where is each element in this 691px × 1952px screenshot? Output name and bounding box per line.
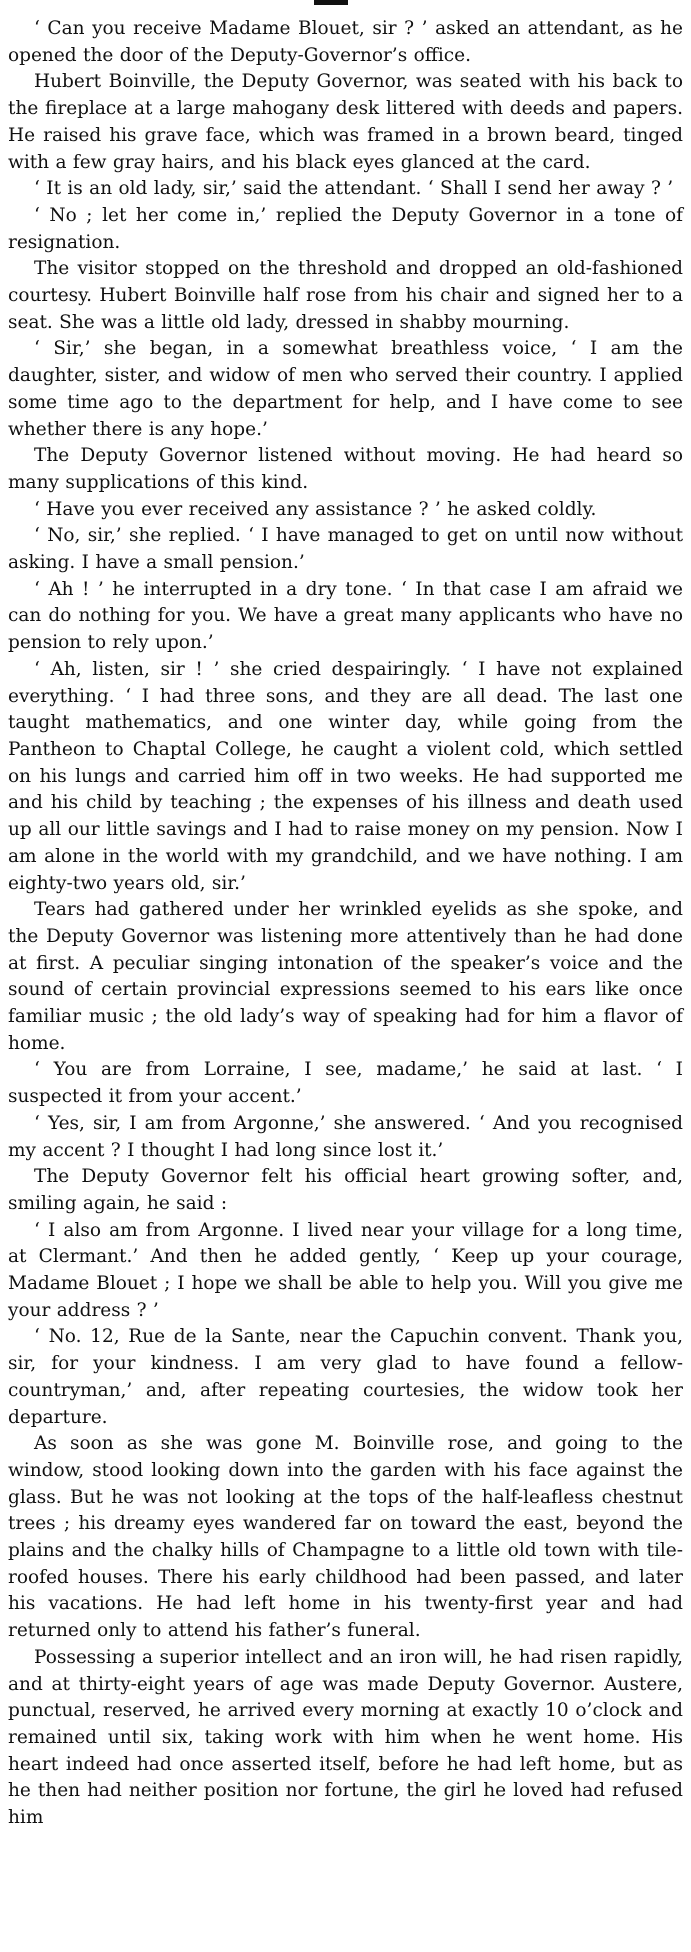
paragraph-18: As soon as she was gone M. Boinville rose, and going to the window, stood looking down into the garden with his face against the glass. But he was not looking at the tops of the half-leafless chestnut trees ; his dreamy eyes wandered far on toward the east, beyond the plains and the chalky hills of Champagne to a little old town with tile-roofed houses. There his early childhood had been passed, and later his vacations. He had left home in his twenty-first year and had returned only to attend his father’s funeral. bbox=[8, 1433, 683, 1642]
paragraph-4: ‘ No ; let her come in,’ replied the Deputy Governor in a tone of resignation. bbox=[8, 204, 683, 253]
paragraph-12: Tears had gathered under her wrinkled eyelids as she spoke, and the Deputy Governor was listening more attentively than he had done at first. A peculiar singing intonation of the speaker’s voice and the sound of certain provincial expressions seemed to his ears like once familiar music ; the old lady’s way of speaking had for him a flavor of home. bbox=[8, 899, 683, 1054]
paragraph-17: ‘ No. 12, Rue de la Sante, near the Capuchin convent. Thank you, sir, for your kindness. I am very glad to have found a fellow-countryman,’ and, after repeating courtesies, the widow took her departure. bbox=[8, 1326, 683, 1428]
paragraph-5: The visitor stopped on the threshold and dropped an old-fashioned courtesy. Hubert Boinville half rose from his chair and signed her to a seat. She was a little old lady, dressed in shabby mourning. bbox=[8, 258, 683, 333]
paragraph-8: ‘ Have you ever received any assistance ? ’ he asked coldly. bbox=[34, 498, 597, 520]
column-rule bbox=[314, 0, 348, 5]
paragraph-15: The Deputy Governor felt his official heart growing softer, and, smiling again, he said : bbox=[8, 1166, 683, 1214]
paragraph-13: ‘ You are from Lorraine, I see, madame,’ he said at last. ‘ I suspected it from your accent.’ bbox=[8, 1059, 683, 1108]
paragraph-19: Possessing a superior intellect and an iron will, he had risen rapidly, and at thirty-eight years of age was made Deputy Governor. Austere, punctual, reserved, he arrived every morning at exactly 10 o’clock and remained until six, taking work with him when he went home. His heart indeed had once asserted itself, before he had left home, but as he then had neither position nor fortune, the girl he loved had refused him bbox=[8, 1646, 683, 1829]
paragraph-7: The Deputy Governor listened without moving. He had heard so many supplications of this kind. bbox=[8, 445, 683, 493]
paragraph-1: ‘ Can you receive Madame Blouet, sir ? ’ asked an attendant, as he opened the door of the Deputy-Governor’s office. bbox=[8, 18, 683, 66]
paragraph-3: ‘ It is an old lady, sir,’ said the attendant. ‘ Shall I send her away ? ’ bbox=[34, 178, 674, 200]
paragraph-10: ‘ Ah ! ’ he interrupted in a dry tone. ‘ In that case I am afraid we can do nothing for you. We have a great many applicants who have no pension to rely upon.’ bbox=[8, 578, 683, 654]
paragraph-2: Hubert Boinville, the Deputy Governor, was seated with his back to the fireplace at a large mahogany desk littered with deeds and papers. He raised his grave face, which was framed in a brown beard, tinged with a few gray hairs, and his black eyes glanced at the card. bbox=[8, 71, 683, 173]
paragraph-16: ‘ I also am from Argonne. I lived near your village for a long time, at Clermant.’ And then he added gently, ‘ Keep up your courage, Madame Blouet ; I hope we shall be able to help you. Will you give me your address ? ’ bbox=[8, 1219, 683, 1321]
paragraph-6: ‘ Sir,’ she began, in a somewhat breathless voice, ‘ I am the daughter, sister, and widow of men who served their country. I applied some time ago to the department for help, and I have come to see whether there is any hope.’ bbox=[8, 338, 683, 440]
paragraph-14: ‘ Yes, sir, I am from Argonne,’ she answered. ‘ And you recognised my accent ? I thought I had long since lost it.’ bbox=[8, 1112, 683, 1161]
paragraph-9: ‘ No, sir,’ she replied. ‘ I have managed to get on until now without asking. I have a small pension.’ bbox=[8, 525, 683, 574]
paragraph-11: ‘ Ah, listen, sir ! ’ she cried despairingly. ‘ I have not explained everything. ‘ I had three sons, and they are all dead. The last one taught mathematics, and one winter day, while going from the Pantheon to Chaptal College, he caught a violent cold, which settled on his lungs and carried him off in two weeks. He had supported me and his child by teaching ; the expenses of his illness and death used up all our little savings and I had to raise money on my pension. Now I am alone in the world with my grandchild, and we have nothing. I am eighty-two years old, sir.’ bbox=[8, 658, 683, 894]
